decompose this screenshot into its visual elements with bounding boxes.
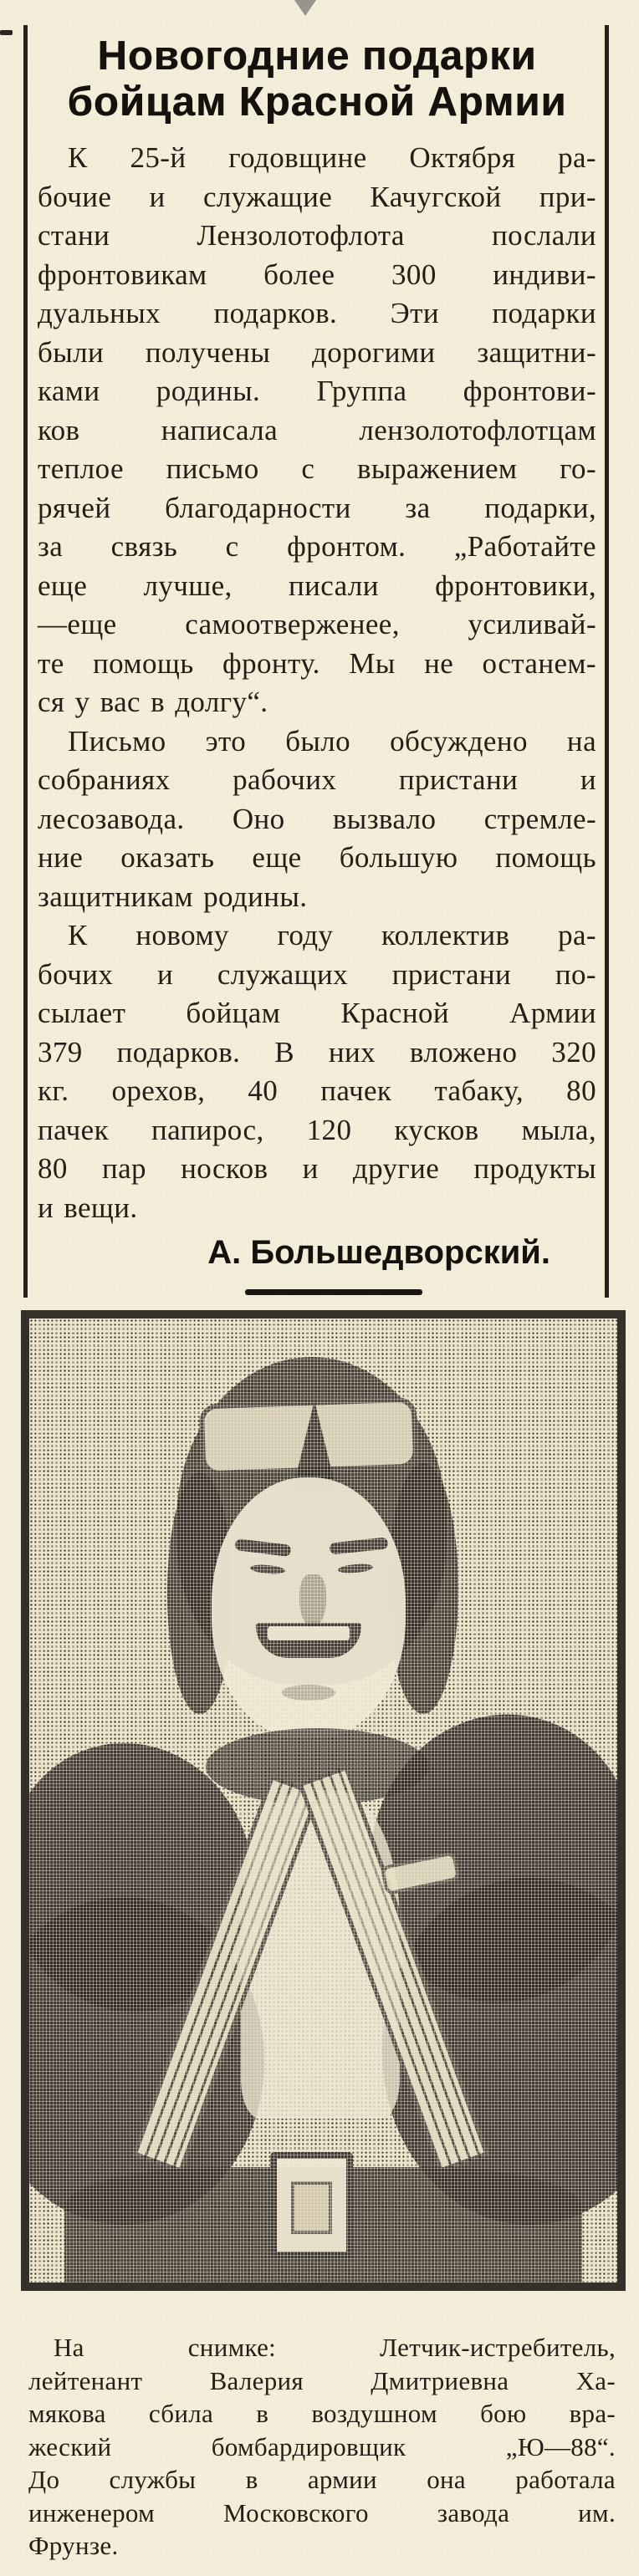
caption-line: Фрунзе.	[28, 2531, 119, 2560]
body-line: пачек папирос, 120 кусков мыла,	[38, 1113, 596, 1146]
harness-buckle-inner	[291, 2181, 332, 2234]
body-line: фронтовикам более 300 индиви-	[38, 258, 596, 291]
portrait-photo	[21, 1310, 626, 2291]
body-line: 379 подарков. В них вложено 320	[38, 1035, 596, 1069]
body-line: К 25-й годовщине Октября ра-	[68, 141, 596, 174]
down-arrow-marker	[294, 0, 316, 16]
headline-line: Новогодние подарки	[97, 33, 537, 79]
photo-caption	[28, 2331, 616, 2563]
caption-line: мякова сбила в воздушном бою вра-	[28, 2399, 616, 2428]
article-body	[38, 139, 596, 1227]
body-line: стани Лензолотофлота послали	[38, 219, 596, 252]
caption-line: лейтенант Валерия Дмитриевна Ха-	[28, 2365, 616, 2395]
caption-line: инженером Московского завода им.	[28, 2497, 616, 2528]
body-line: за связь с фронтом. „Работайте	[38, 530, 596, 563]
end-divider	[245, 1289, 422, 1295]
paragraph	[38, 139, 596, 722]
body-line: рячей благодарности за подарки,	[38, 491, 596, 524]
body-line: бочие и служащие Качугской при-	[38, 180, 596, 213]
article-column	[23, 25, 609, 1298]
paragraph	[38, 722, 596, 917]
body-line: собраниях рабочих пристани и	[38, 763, 596, 796]
article-headline	[38, 33, 596, 125]
teeth	[268, 1626, 350, 1640]
body-line: были получены дорогими защитни-	[38, 335, 596, 369]
caption-line: На снимке: Летчик-истребитель,	[54, 2333, 616, 2362]
chin-shadow	[282, 1685, 335, 1700]
paragraph	[38, 916, 596, 1227]
caption-line: До службы в армии она работала	[28, 2465, 616, 2494]
body-line: бочих и служащих пристани по-	[38, 957, 596, 991]
body-line: К новому году коллектив ра-	[68, 919, 596, 951]
body-line: дуальных подарков. Эти подарки	[38, 297, 596, 329]
body-line: защитникам родины.	[38, 880, 308, 913]
body-line: Письмо это было обсуждено на	[68, 724, 596, 757]
body-line: теплое письмо с выражением го-	[38, 452, 596, 485]
halftone-canvas	[29, 1319, 617, 2283]
body-line: 80 пар носков и другие продукты	[38, 1152, 596, 1185]
body-line: и вещи.	[38, 1191, 138, 1224]
body-line: ся у вас в долгу“.	[38, 686, 268, 718]
body-line: ков написала лензолотофлотцам	[38, 413, 596, 446]
body-line: сылает бойцам Красной Армии	[38, 997, 596, 1029]
body-line: лесозавода. Оно вызвало стремле-	[38, 802, 596, 835]
author-signature: А. Большедворский.	[207, 1234, 550, 1271]
body-line: кг. орехов, 40 пачек табаку, 80	[38, 1074, 596, 1107]
body-line: еще лучше, писали фронтовики,	[38, 569, 596, 602]
nose-shadow	[299, 1574, 326, 1627]
body-line: —еще самоотверженее, усиливай-	[38, 608, 596, 640]
body-line: ками родины. Группа фронтови-	[38, 375, 596, 407]
headline-line: бойцам Красной Армии	[67, 79, 567, 125]
caption-line: жеский бомбардировщик „Ю—88“.	[28, 2431, 616, 2461]
body-line: ние оказать еще большую помощь	[38, 841, 596, 874]
frame-tick	[0, 30, 13, 35]
body-line: те помощь фронту. Мы не останем-	[38, 646, 596, 680]
